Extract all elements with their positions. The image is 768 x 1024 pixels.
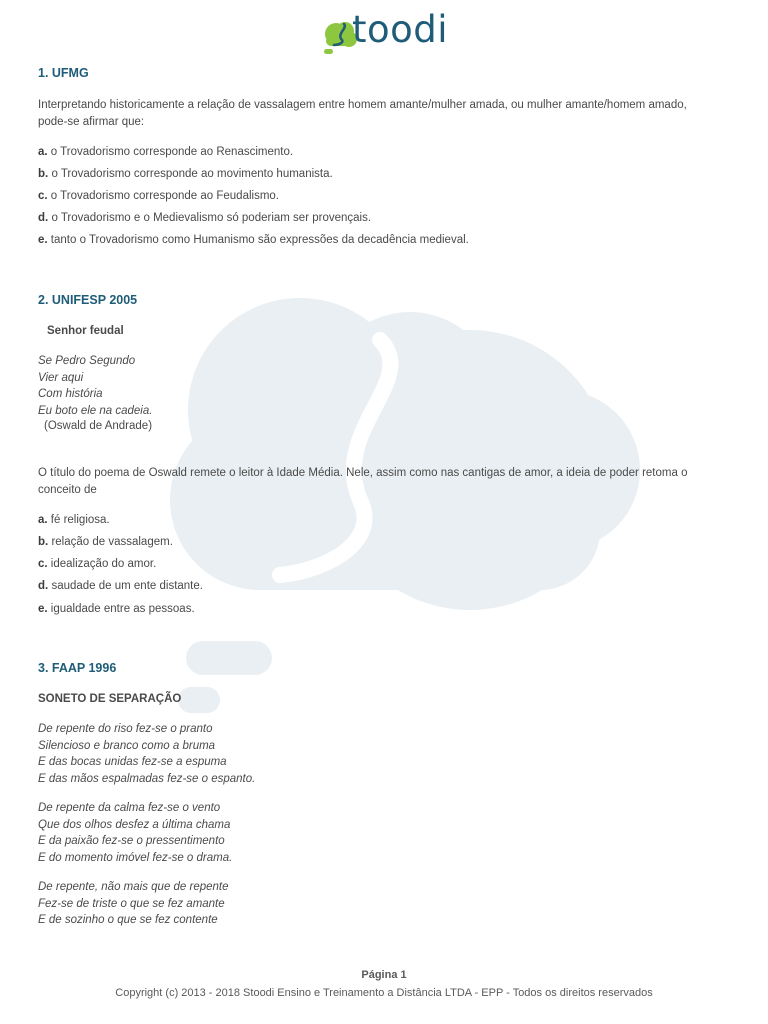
poem-line: Se Pedro Segundo [38, 355, 136, 367]
question-3-stanza-1 [38, 721, 255, 787]
poem-line: De repente da calma fez-se o vento [38, 802, 221, 814]
question-2-poem-title: Senhor feudal [47, 325, 124, 337]
stoodi-logo [320, 8, 450, 58]
poem-line: De repente do riso fez-se o pranto [38, 723, 213, 735]
question-2-poem [38, 353, 152, 419]
footer-page-number: Página 1 [361, 969, 407, 981]
question-2-author: (Oswald de Andrade) [44, 420, 153, 432]
question-1-option-a: a. o Trovadorismo corresponde ao Renascimento. [38, 146, 294, 158]
question-3-poem-title: SONETO DE SEPARAÇÃO [38, 693, 182, 705]
question-2-option-e: e. igualdade entre as pessoas. [38, 603, 195, 615]
poem-line: E do momento imóvel fez-se o drama. [38, 851, 233, 864]
footer-copyright: Copyright (c) 2013 - 2018 Stoodi Ensino e Treinamento a Distância LTDA - EPP - Todos os direitos reservados [115, 987, 653, 999]
poem-line: Que dos olhos desfez a última chama [38, 818, 231, 831]
poem-line: De repente, não mais que de repente [38, 881, 229, 893]
question-3-title: 3. FAAP 1996 [38, 661, 117, 675]
question-1-option-b: b. o Trovadorismo corresponde ao movimento humanista. [38, 168, 333, 180]
poem-line: E de sozinho o que se fez contente [38, 914, 218, 926]
question-1-option-e: e. tanto o Trovadorismo como Humanismo são expressões da decadência medieval. [38, 234, 469, 246]
question-2-option-c: c. idealização do amor. [38, 558, 157, 570]
logo-wordmark: toodi [352, 8, 449, 51]
poem-line: Com história [38, 388, 103, 400]
poem-line: E das mãos espalmadas fez-se o espanto. [38, 772, 256, 785]
question-2-option-d: d. saudade de um ente distante. [38, 580, 203, 592]
poem-line: Fez-se de triste o que se fez amante [38, 897, 225, 910]
question-2-prompt: O título do poema de Oswald remete o leitor à Idade Média. Nele, assim como nas cantigas de amor, a ideia de poder retoma o conceito de [38, 467, 688, 496]
poem-line: Vier aqui [38, 371, 84, 384]
question-1-title: 1. UFMG [38, 66, 89, 80]
question-1-prompt: Interpretando historicamente a relação de vassalagem entre homem amante/mulher amada, ou mulher amante/homem amado, pode-se afirmar que: [38, 99, 687, 128]
question-2-option-b: b. relação de vassalagem. [38, 536, 173, 548]
question-2-option-a: a. fé religiosa. [38, 514, 110, 526]
question-1-option-c: c. o Trovadorismo corresponde ao Feudalismo. [38, 190, 279, 202]
poem-line: E das bocas unidas fez-se a espuma [38, 756, 227, 768]
question-2-title: 2. UNIFESP 2005 [38, 293, 138, 307]
poem-line: Eu boto ele na cadeia. [38, 404, 153, 417]
question-3-stanza-2 [38, 800, 232, 866]
question-3-stanza-3 [38, 879, 229, 929]
poem-line: E da paixão fez-se o pressentimento [38, 835, 225, 847]
question-1-option-d: d. o Trovadorismo e o Medievalismo só poderiam ser provençais. [38, 212, 372, 224]
poem-line: Silencioso e branco como a bruma [38, 739, 216, 752]
